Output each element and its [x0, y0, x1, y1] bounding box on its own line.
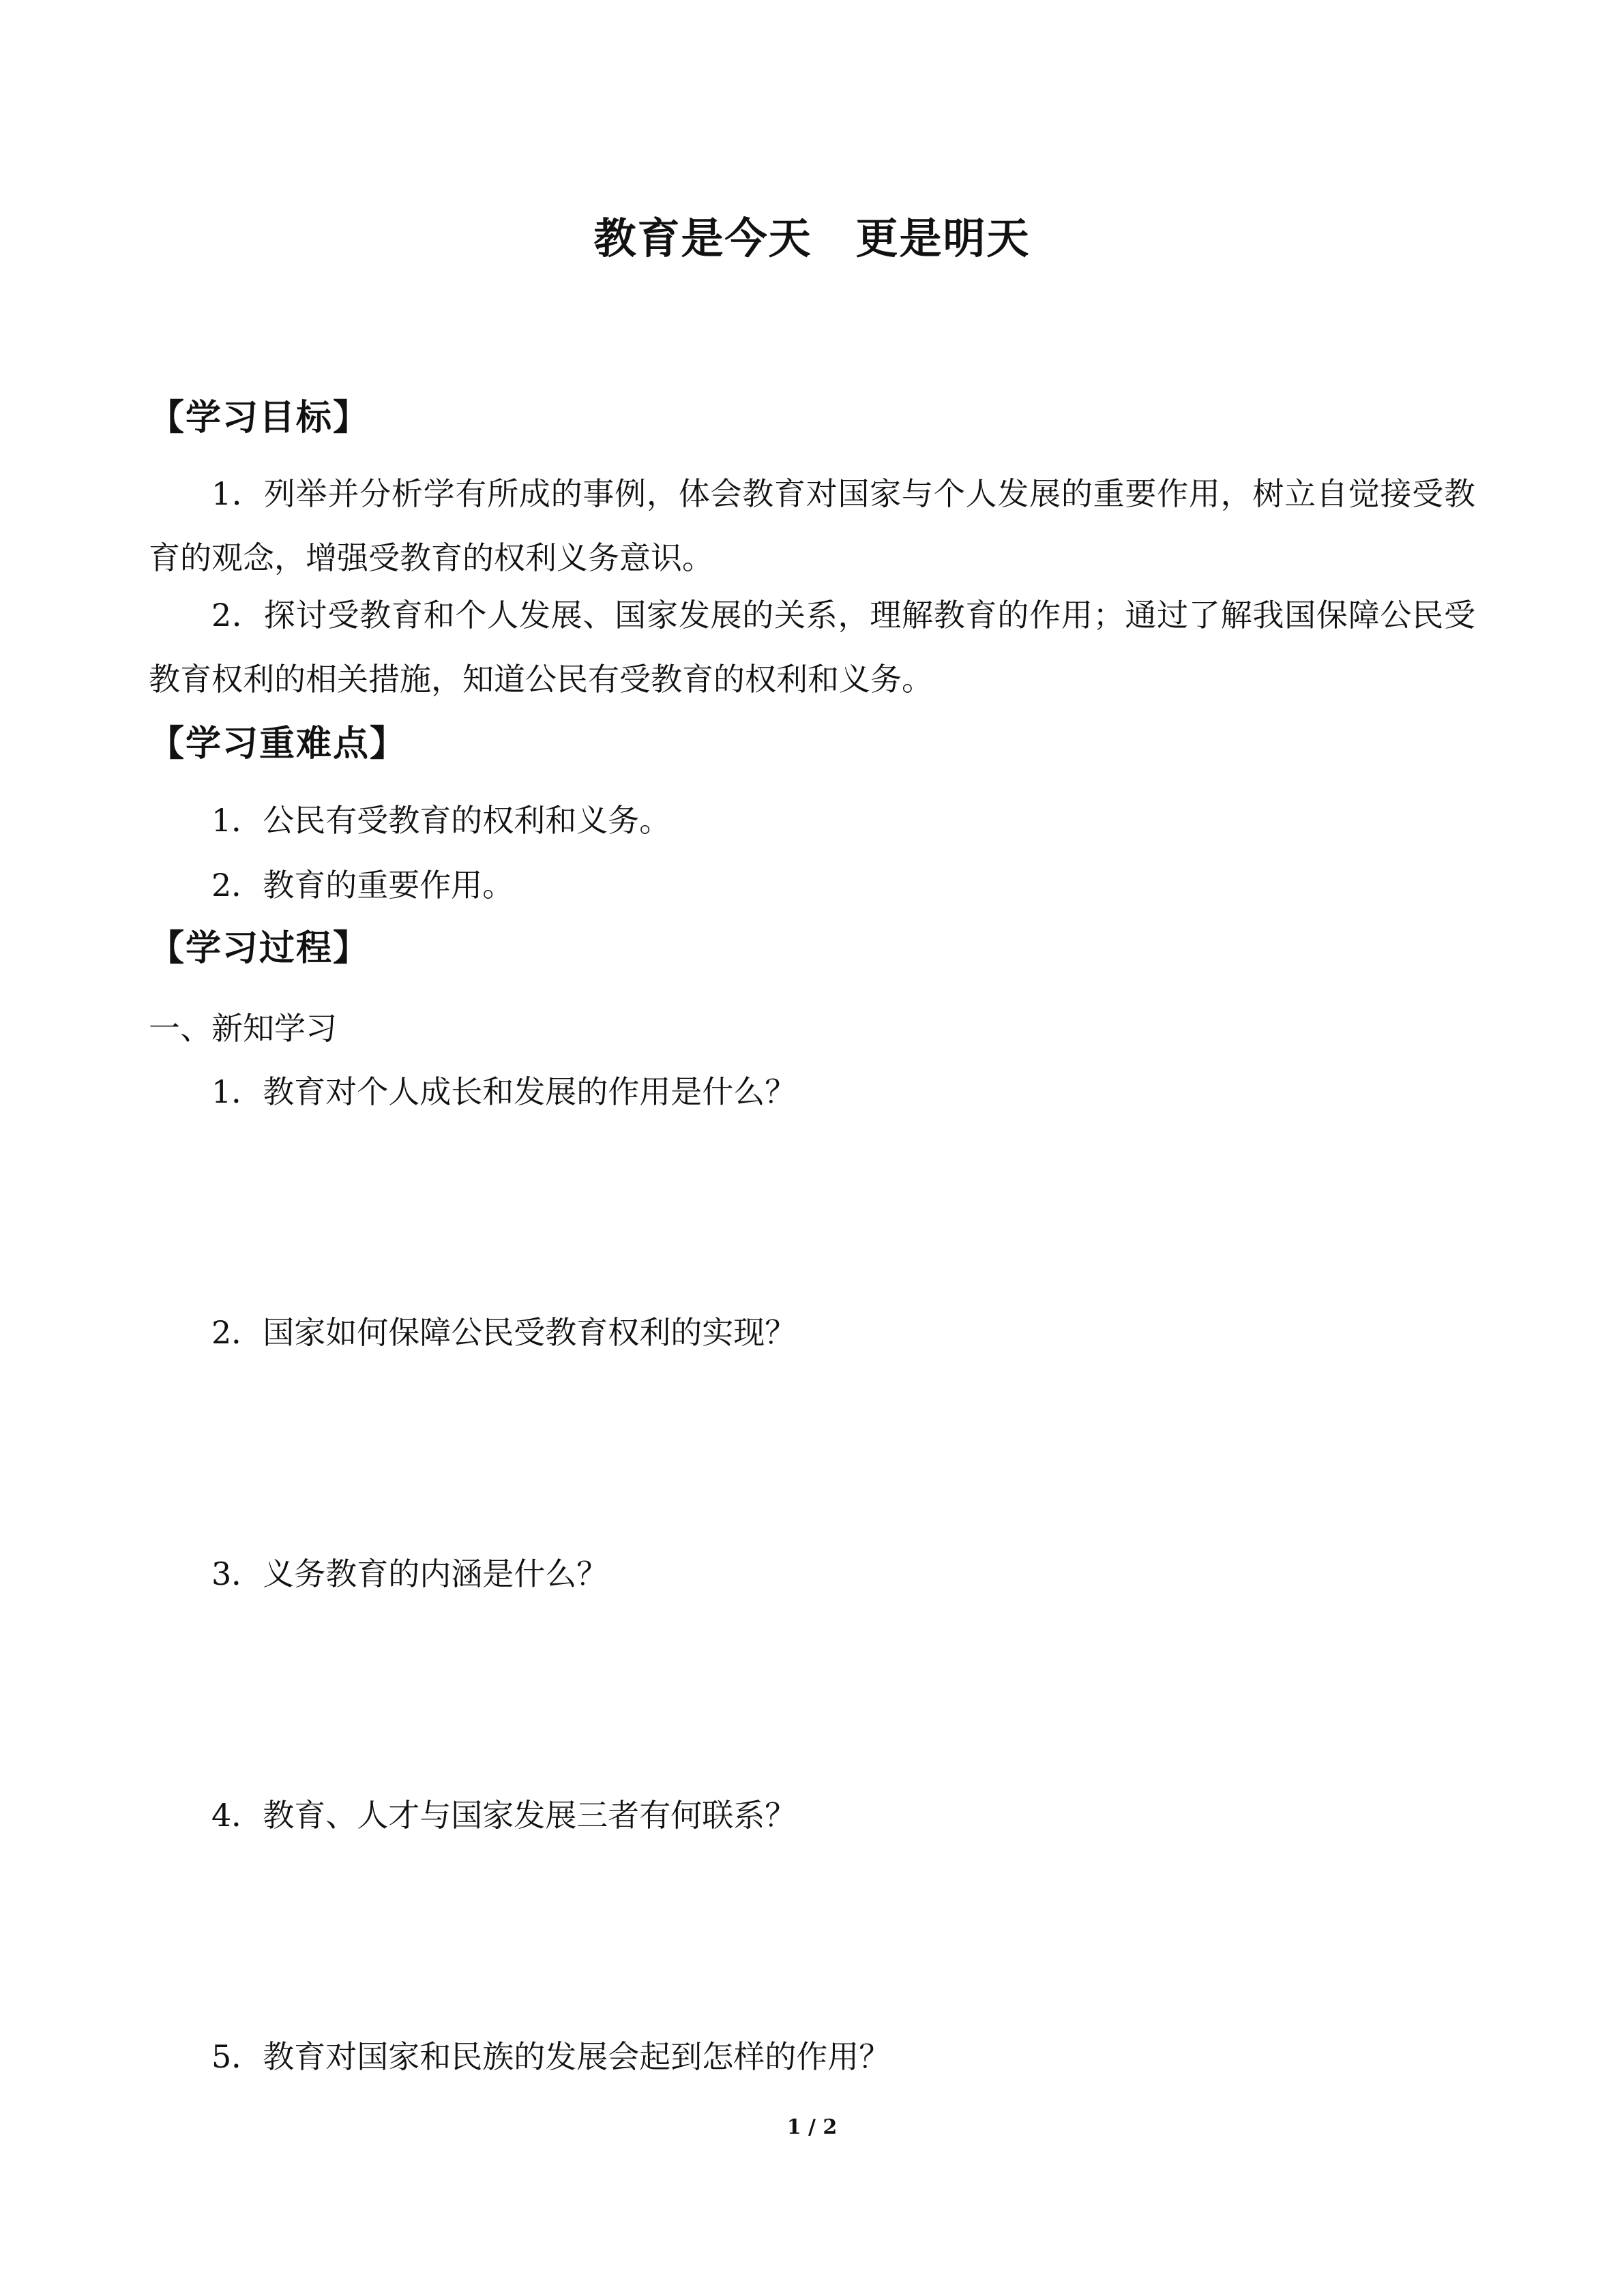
page-number: 1 / 2 [786, 2115, 838, 2139]
objectives-heading: 【学习目标】 [149, 398, 370, 438]
question-5: 5．教育对国家和民族的发展会起到怎样的作用？ [211, 2038, 891, 2075]
question-1: 1．教育对个人成长和发展的作用是什么？ [211, 1073, 797, 1110]
question-4: 4．教育、人才与国家发展三者有何联系？ [211, 1797, 797, 1834]
process-heading: 【学习过程】 [149, 928, 370, 969]
key-point-item-2: 2．教育的重要作用。 [211, 867, 514, 904]
objective-item-2: 2．探讨受教育和个人发展、国家发展的关系，理解教育的作用；通过了解我国保障公民受教育权利的相关措施，知道公民有受教育的权利和义务。 [149, 597, 1475, 698]
question-3: 3．义务教育的内涵是什么？ [211, 1555, 608, 1592]
objective-item-1: 1．列举并分析学有所成的事例，体会教育对国家与个人发展的重要作用，树立自觉接受教育的观念，增强受教育的权利义务意识。 [149, 475, 1475, 576]
key-point-item-1: 1．公民有受教育的权利和义务。 [211, 802, 671, 839]
question-2: 2．国家如何保障公民受教育权利的实现？ [211, 1314, 797, 1351]
document-title: 教育是今天 更是明天 [593, 213, 1031, 263]
key-points-heading: 【学习重难点】 [149, 724, 407, 764]
process-subheading: 一、新知学习 [149, 1010, 337, 1047]
